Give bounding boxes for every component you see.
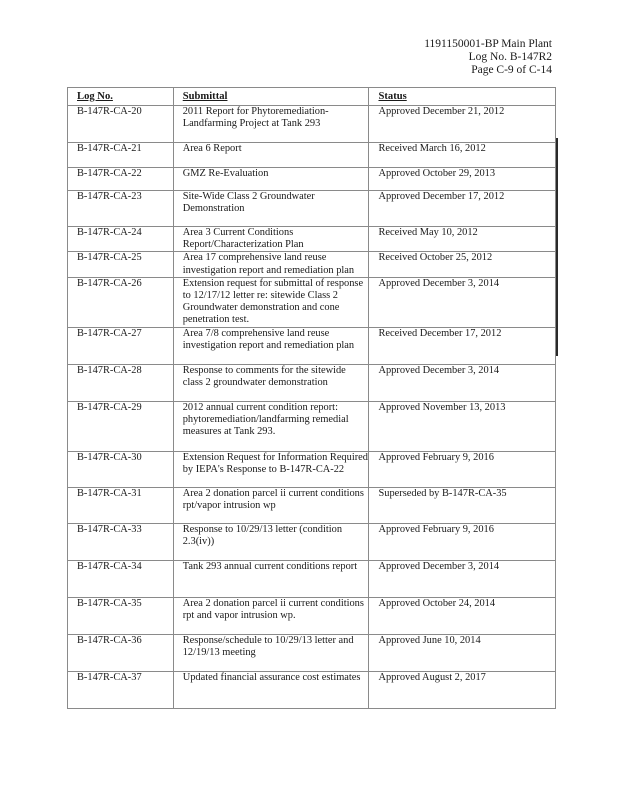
log-no-cell: B-147R-CA-33 — [68, 523, 174, 560]
table-row — [68, 560, 556, 597]
status-cell: Approved October 29, 2013 — [369, 168, 556, 191]
status-cell: Approved December 21, 2012 — [369, 106, 556, 143]
log-no-cell: B-147R-CA-22 — [68, 168, 174, 191]
log-no-cell: B-147R-CA-26 — [68, 277, 174, 327]
status-cell: Received December 17, 2012 — [369, 327, 556, 364]
submittal-cell: Area 7/8 comprehensive land reuse investigation report and remediation plan — [173, 327, 369, 364]
submittal-cell: 2011 Report for Phytoremediation-Landfarming Project at Tank 293 — [173, 106, 369, 143]
facility-id: 1191150001-BP Main Plant — [424, 38, 552, 50]
table-row — [68, 671, 556, 708]
status-cell: Approved December 17, 2012 — [369, 191, 556, 227]
submittal-cell: Tank 293 annual current conditions report — [173, 560, 369, 597]
table-header-row — [68, 88, 556, 106]
status-cell: Approved November 13, 2013 — [369, 401, 556, 451]
table-row — [68, 277, 556, 327]
column-header-log-no: Log No. — [68, 88, 174, 106]
document-header — [424, 38, 552, 77]
status-cell: Approved August 2, 2017 — [369, 671, 556, 708]
log-no-cell: B-147R-CA-20 — [68, 106, 174, 143]
submittal-cell: GMZ Re-Evaluation — [173, 168, 369, 191]
log-no-cell: B-147R-CA-37 — [68, 671, 174, 708]
table-row — [68, 106, 556, 143]
table-row — [68, 364, 556, 401]
log-no-cell: B-147R-CA-35 — [68, 597, 174, 634]
log-no-cell: B-147R-CA-25 — [68, 252, 174, 277]
submittal-cell: Area 17 comprehensive land reuse investigation report and remediation plan — [173, 252, 369, 277]
column-header-submittal: Submittal — [173, 88, 369, 106]
submittal-cell: Site-Wide Class 2 Groundwater Demonstration — [173, 191, 369, 227]
status-cell: Received March 16, 2012 — [369, 143, 556, 168]
scan-artifact-line — [556, 138, 558, 356]
submittal-cell: Area 2 donation parcel ii current conditions rpt and vapor intrusion wp. — [173, 597, 369, 634]
column-header-status: Status — [369, 88, 556, 106]
log-no-cell: B-147R-CA-34 — [68, 560, 174, 597]
log-no-cell: B-147R-CA-28 — [68, 364, 174, 401]
status-cell: Superseded by B-147R-CA-35 — [369, 487, 556, 523]
status-cell: Approved December 3, 2014 — [369, 560, 556, 597]
log-no-cell: B-147R-CA-29 — [68, 401, 174, 451]
table-row — [68, 227, 556, 252]
table-row — [68, 168, 556, 191]
status-cell: Approved December 3, 2014 — [369, 364, 556, 401]
table-row — [68, 451, 556, 487]
submittal-cell: Updated financial assurance cost estimates — [173, 671, 369, 708]
log-number: Log No. B-147R2 — [468, 51, 552, 63]
table-row — [68, 634, 556, 671]
submittal-cell: 2012 annual current condition report: phytoremediation/landfarming remedial measures at Tank 293. — [173, 401, 369, 451]
submittal-cell: Area 6 Report — [173, 143, 369, 168]
submittal-cell: Response to 10/29/13 letter (condition 2.3(iv)) — [173, 523, 369, 560]
status-cell: Approved February 9, 2016 — [369, 523, 556, 560]
table-row — [68, 523, 556, 560]
log-no-cell: B-147R-CA-27 — [68, 327, 174, 364]
submittal-cell: Extension request for submittal of response to 12/17/12 letter re: sitewide Class 2 Groundwater demonstration and cone penetration test. — [173, 277, 369, 327]
table-row — [68, 143, 556, 168]
status-cell: Approved June 10, 2014 — [369, 634, 556, 671]
log-no-cell: B-147R-CA-21 — [68, 143, 174, 168]
log-no-cell: B-147R-CA-31 — [68, 487, 174, 523]
status-cell: Approved December 3, 2014 — [369, 277, 556, 327]
status-cell: Received October 25, 2012 — [369, 252, 556, 277]
log-no-cell: B-147R-CA-24 — [68, 227, 174, 252]
status-cell: Approved October 24, 2014 — [369, 597, 556, 634]
table-row — [68, 327, 556, 364]
submittal-cell: Area 3 Current Conditions Report/Characterization Plan — [173, 227, 369, 252]
log-no-cell: B-147R-CA-30 — [68, 451, 174, 487]
submittal-cell: Response to comments for the sitewide class 2 groundwater demonstration — [173, 364, 369, 401]
status-cell: Approved February 9, 2016 — [369, 451, 556, 487]
log-no-cell: B-147R-CA-36 — [68, 634, 174, 671]
submittal-cell: Response/schedule to 10/29/13 letter and 12/19/13 meeting — [173, 634, 369, 671]
table-row — [68, 487, 556, 523]
log-no-cell: B-147R-CA-23 — [68, 191, 174, 227]
table-row — [68, 597, 556, 634]
submittal-cell: Area 2 donation parcel ii current conditions rpt/vapor intrusion wp — [173, 487, 369, 523]
page-number: Page C-9 of C-14 — [471, 64, 552, 76]
submittal-cell: Extension Request for Information Required by IEPA's Response to B-147R-CA-22 — [173, 451, 369, 487]
table-row — [68, 401, 556, 451]
submittal-log-table — [67, 87, 556, 709]
table-row — [68, 191, 556, 227]
table-row — [68, 252, 556, 277]
status-cell: Received May 10, 2012 — [369, 227, 556, 252]
